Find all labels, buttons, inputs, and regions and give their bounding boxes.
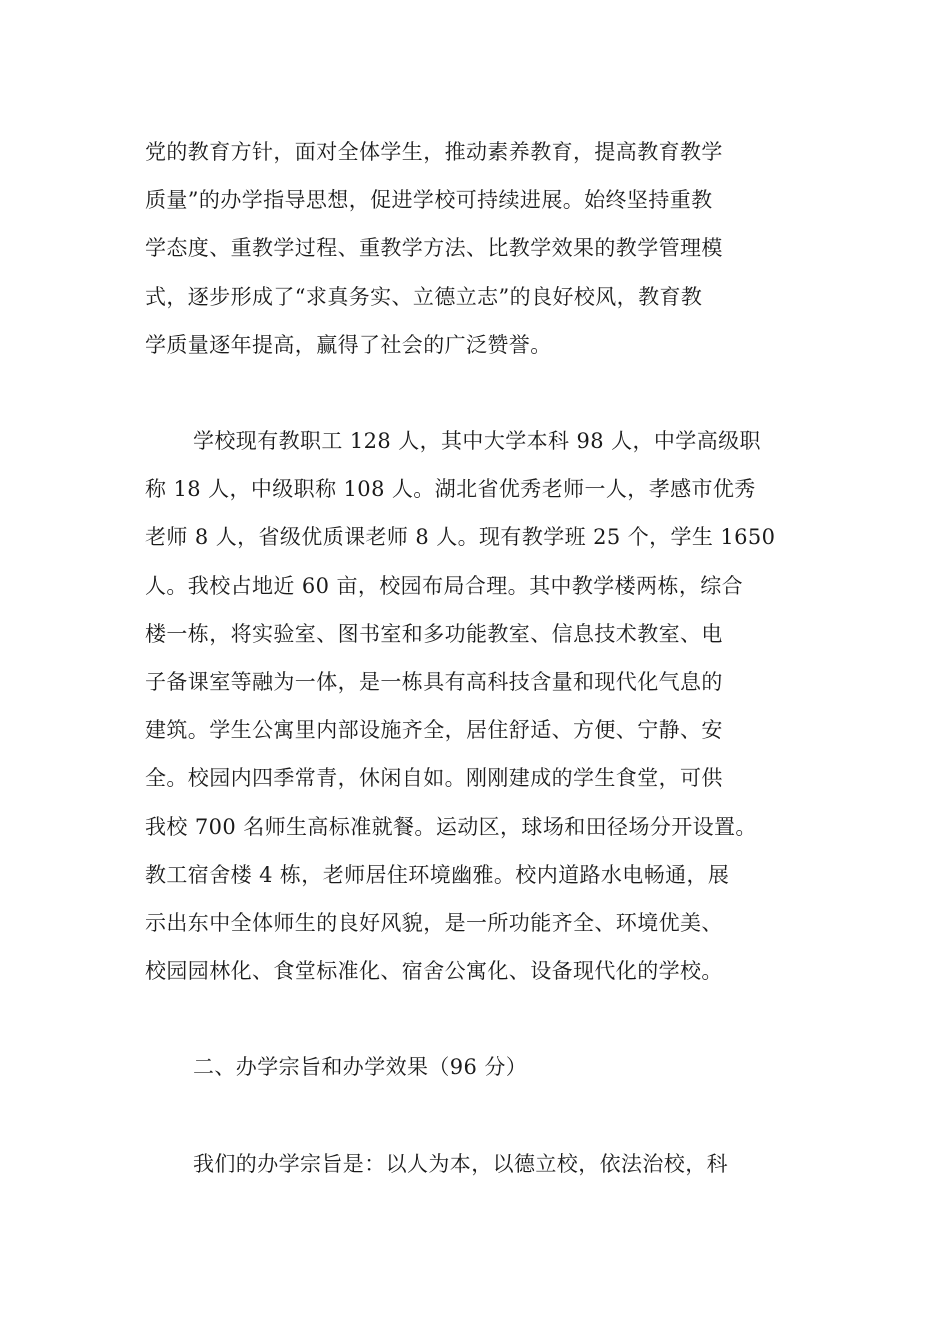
text-line: 学校现有教职工 128 人，其中大学本科 98 人，中学高级职 — [193, 429, 761, 454]
text-line: 老师 8 人，省级优质课老师 8 人。现有教学班 25 个，学生 1650 — [145, 525, 776, 550]
text-line: 人。我校占地近 60 亩，校园布局合理。其中教学楼两栋，综合 — [145, 573, 744, 598]
paragraph-gap — [145, 369, 825, 417]
text-line: 党的教育方针，面对全体学生，推动素养教育，提高教育教学 — [145, 140, 723, 164]
paragraph-intro-continued — [145, 128, 825, 369]
paragraph-gap — [145, 1092, 825, 1140]
text-line: 建筑。学生公寓里内部设施齐全，居住舒适、方便、宁静、安 — [145, 718, 723, 743]
text-line: 教工宿舍楼 4 栋，老师居住环境幽雅。校内道路水电畅通，展 — [145, 862, 730, 887]
text-line: 式，逐步形成了“求真务实、立德立志”的良好校风，教育教 — [145, 284, 703, 309]
heading-line: 二、办学宗旨和办学效果（96 分） — [193, 1055, 528, 1080]
text-line: 校园园林化、食堂标准化、宿舍公寓化、设备现代化的学校。 — [145, 959, 723, 984]
text-line: 楼一栋，将实验室、图书室和多功能教室、信息技术教室、电 — [145, 621, 723, 646]
paragraph-staff-facilities — [145, 417, 825, 995]
text-line: 学态度、重教学过程、重教学方法、比教学效果的教学管理模 — [145, 236, 723, 261]
text-line: 示出东中全体师生的良好风貌，是一所功能齐全、环境优美、 — [145, 911, 723, 936]
paragraph-mission — [145, 1140, 825, 1188]
text-line: 质量”的办学指导思想，促进学校可持续进展。始终坚持重教 — [145, 188, 713, 213]
paragraph-gap — [145, 995, 825, 1043]
text-line: 子备课室等融为一体，是一栋具有高科技含量和现代化气息的 — [145, 670, 723, 695]
text-line: 称 18 人，中级职称 108 人。湖北省优秀老师一人，孝感市优秀 — [145, 477, 756, 502]
text-line: 学质量逐年提高，赢得了社会的广泛赞誉。 — [145, 332, 552, 357]
text-line: 全。校园内四季常青，休闲自如。刚刚建成的学生食堂，可供 — [145, 766, 723, 791]
section-heading — [145, 1043, 825, 1091]
text-line: 我们的办学宗旨是：以人为本，以德立校，依法治校，科 — [193, 1151, 728, 1176]
document-page — [145, 128, 825, 1188]
text-line: 我校 700 名师生高标准就餐。运动区，球场和田径场分开设置。 — [145, 814, 757, 839]
